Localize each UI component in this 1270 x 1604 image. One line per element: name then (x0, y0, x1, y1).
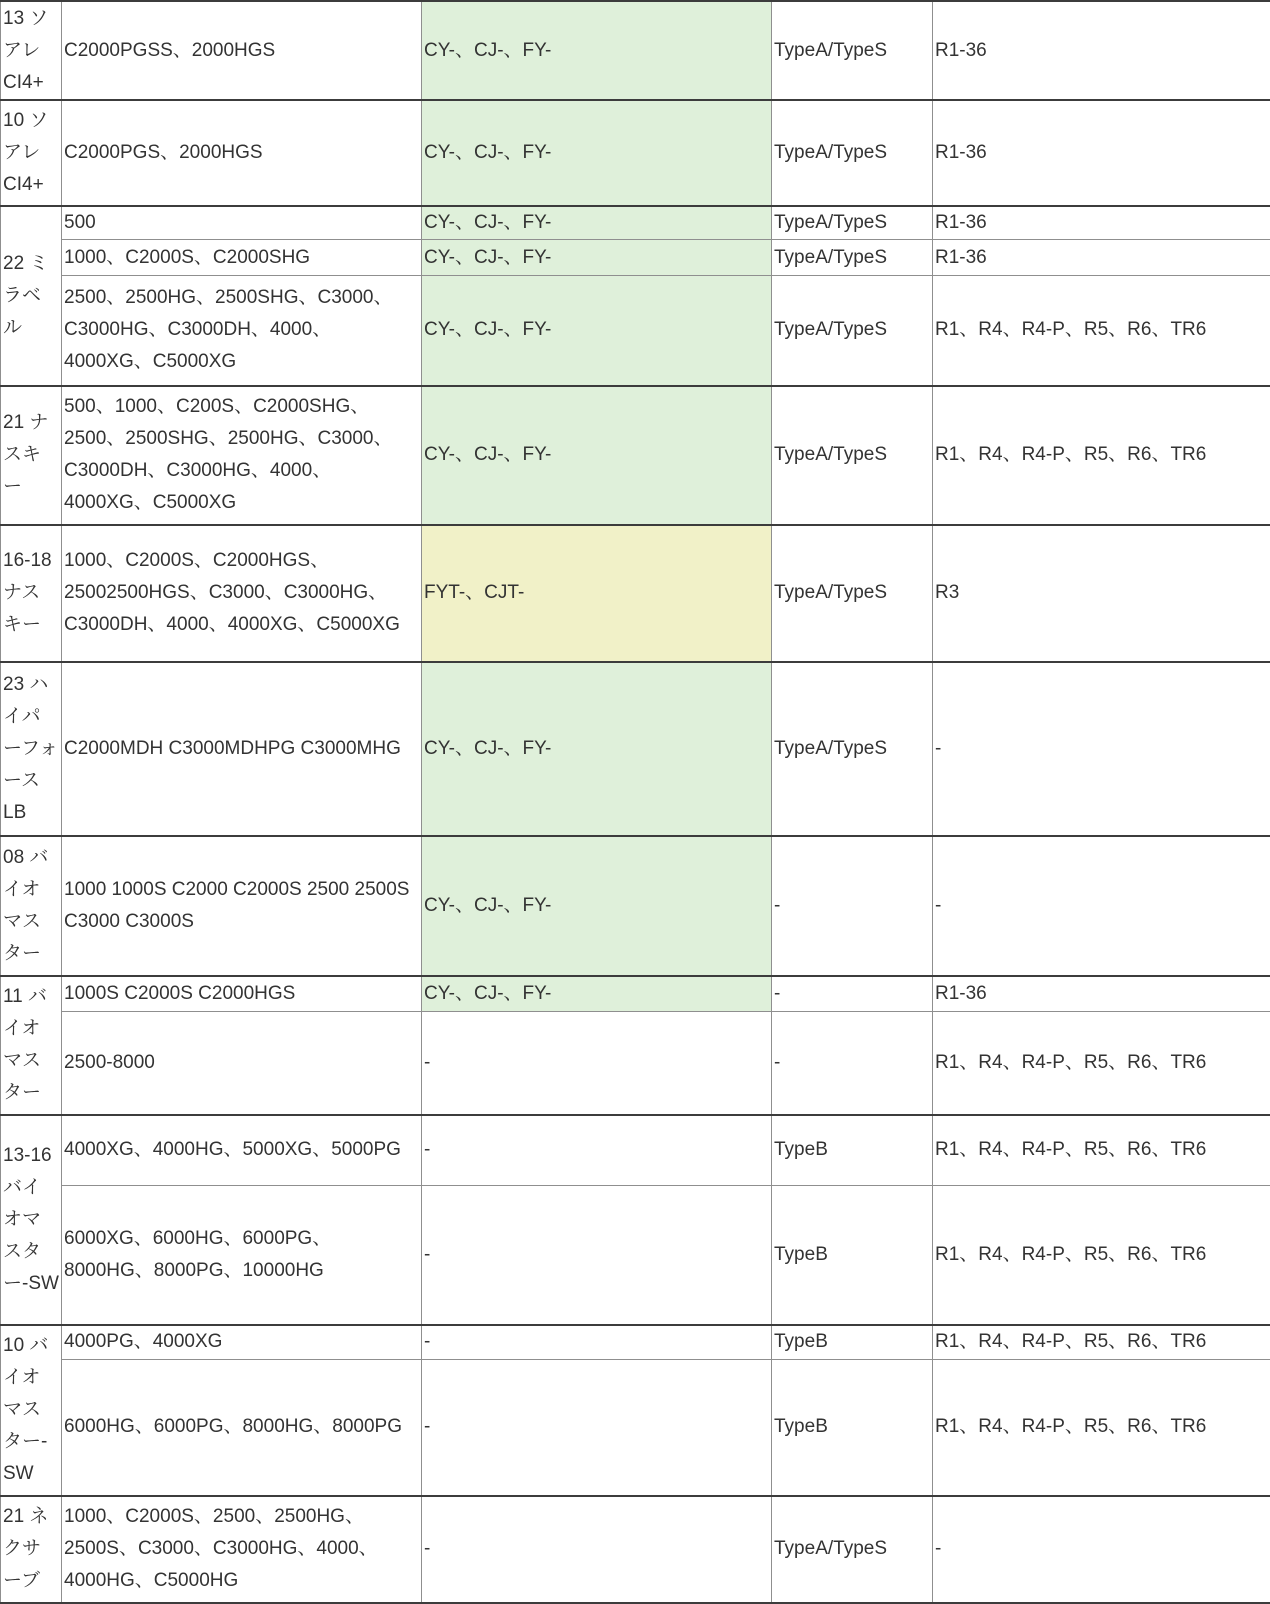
type-cell: TypeA/TypeS (772, 1, 933, 100)
type-cell: TypeB (772, 1186, 933, 1325)
model-numbers-cell: 4000PG、4000XG (62, 1325, 422, 1360)
model-numbers-cell: 6000XG、6000HG、6000PG、8000HG、8000PG、10000HG (62, 1186, 422, 1325)
type-cell: TypeA/TypeS (772, 662, 933, 836)
type-cell: TypeA/TypeS (772, 525, 933, 662)
model-series-name-cell: 10 ソアレ CI4+ (1, 100, 62, 206)
model-numbers-cell: 6000HG、6000PG、8000HG、8000PG (62, 1360, 422, 1496)
model-numbers-cell: 1000S C2000S C2000HGS (62, 976, 422, 1012)
model-numbers-cell: 1000、C2000S、C2000HGS、25002500HGS、C3000、C3000HG、C3000DH、4000、4000XG、C5000XG (62, 525, 422, 662)
table-row (1, 206, 1270, 240)
table-row (1, 1325, 1270, 1360)
parts-cell: R1、R4、R4-P、R5、R6、TR6 (933, 1186, 1270, 1325)
type-cell: - (772, 976, 933, 1012)
table-row (1, 240, 1270, 276)
type-cell: TypeA/TypeS (772, 276, 933, 386)
parts-cell: R1、R4、R4-P、R5、R6、TR6 (933, 1325, 1270, 1360)
table-row (1, 1012, 1270, 1115)
table-row (1, 836, 1270, 976)
code-prefix-cell: CY-、CJ-、FY- (422, 386, 772, 525)
model-numbers-cell: C2000PGS、2000HGS (62, 100, 422, 206)
parts-cell: R1-36 (933, 240, 1270, 276)
model-numbers-cell: C2000PGSS、2000HGS (62, 1, 422, 100)
type-cell: TypeB (772, 1325, 933, 1360)
type-cell: TypeB (772, 1115, 933, 1186)
model-numbers-cell: 4000XG、4000HG、5000XG、5000PG (62, 1115, 422, 1186)
code-prefix-cell: - (422, 1496, 772, 1603)
type-cell: TypeA/TypeS (772, 240, 933, 276)
table-row (1, 276, 1270, 386)
model-numbers-cell: 1000 1000S C2000 C2000S 2500 2500S C3000 C3000S (62, 836, 422, 976)
code-prefix-cell: CY-、CJ-、FY- (422, 206, 772, 240)
model-series-name-cell: 11 バイオマスター (1, 976, 62, 1115)
code-prefix-cell: - (422, 1186, 772, 1325)
code-prefix-cell: CY-、CJ-、FY- (422, 276, 772, 386)
table-row (1, 1360, 1270, 1496)
parts-cell: R3 (933, 525, 1270, 662)
code-prefix-cell: CY-、CJ-、FY- (422, 240, 772, 276)
model-series-name-cell: 10 バイオマスター-SW (1, 1325, 62, 1496)
model-series-name-cell: 13 ソアレ CI4+ (1, 1, 62, 100)
table-row (1, 525, 1270, 662)
model-numbers-cell: 500、1000、C200S、C2000SHG、2500、2500SHG、2500HG、C3000、C3000DH、C3000HG、4000、4000XG、C5000XG (62, 386, 422, 525)
type-cell: TypeA/TypeS (772, 206, 933, 240)
parts-cell: R1、R4、R4-P、R5、R6、TR6 (933, 276, 1270, 386)
code-prefix-cell: - (422, 1012, 772, 1115)
parts-cell: R1、R4、R4-P、R5、R6、TR6 (933, 1360, 1270, 1496)
type-cell: TypeA/TypeS (772, 1496, 933, 1603)
table-row (1, 1115, 1270, 1186)
model-series-name-cell: 13-16 バイオマスター-SW (1, 1115, 62, 1325)
table-row (1, 1496, 1270, 1603)
table-row (1, 662, 1270, 836)
parts-cell: R1-36 (933, 976, 1270, 1012)
model-numbers-cell: 2500-8000 (62, 1012, 422, 1115)
model-series-name-cell: 08 バイオマスター (1, 836, 62, 976)
type-cell: TypeB (772, 1360, 933, 1496)
code-prefix-cell: CY-、CJ-、FY- (422, 1, 772, 100)
model-numbers-cell: C2000MDH C3000MDHPG C3000MHG (62, 662, 422, 836)
parts-cell: R1、R4、R4-P、R5、R6、TR6 (933, 1115, 1270, 1186)
type-cell: - (772, 1012, 933, 1115)
code-prefix-cell: CY-、CJ-、FY- (422, 100, 772, 206)
model-series-name-cell: 23 ハイパーフォース LB (1, 662, 62, 836)
code-prefix-cell: CY-、CJ-、FY- (422, 836, 772, 976)
table-row (1, 976, 1270, 1012)
type-cell: TypeA/TypeS (772, 386, 933, 525)
code-prefix-cell: CY-、CJ-、FY- (422, 976, 772, 1012)
type-cell: TypeA/TypeS (772, 100, 933, 206)
parts-cell: R1-36 (933, 206, 1270, 240)
model-series-name-cell: 16-18 ナスキー (1, 525, 62, 662)
table-row (1, 1186, 1270, 1325)
model-numbers-cell: 1000、C2000S、C2000SHG (62, 240, 422, 276)
table-row (1, 386, 1270, 525)
model-numbers-cell: 500 (62, 206, 422, 240)
code-prefix-cell: FYT-、CJT- (422, 525, 772, 662)
parts-cell: - (933, 836, 1270, 976)
code-prefix-cell: CY-、CJ-、FY- (422, 662, 772, 836)
parts-cell: R1-36 (933, 1, 1270, 100)
parts-cell: R1-36 (933, 100, 1270, 206)
parts-cell: - (933, 662, 1270, 836)
parts-cell: - (933, 1496, 1270, 1603)
model-series-name-cell: 21 ナスキー (1, 386, 62, 525)
table-row (1, 100, 1270, 206)
model-numbers-cell: 2500、2500HG、2500SHG、C3000、C3000HG、C3000DH、4000、4000XG、C5000XG (62, 276, 422, 386)
code-prefix-cell: - (422, 1360, 772, 1496)
code-prefix-cell: - (422, 1115, 772, 1186)
model-series-name-cell: 21 ネクサーブ (1, 1496, 62, 1603)
parts-cell: R1、R4、R4-P、R5、R6、TR6 (933, 386, 1270, 525)
type-cell: - (772, 836, 933, 976)
parts-cell: R1、R4、R4-P、R5、R6、TR6 (933, 1012, 1270, 1115)
model-numbers-cell: 1000、C2000S、2500、2500HG、2500S、C3000、C3000HG、4000、4000HG、C5000HG (62, 1496, 422, 1603)
model-series-name-cell: 22 ミラベル (1, 206, 62, 386)
table-row (1, 1, 1270, 100)
code-prefix-cell: - (422, 1325, 772, 1360)
